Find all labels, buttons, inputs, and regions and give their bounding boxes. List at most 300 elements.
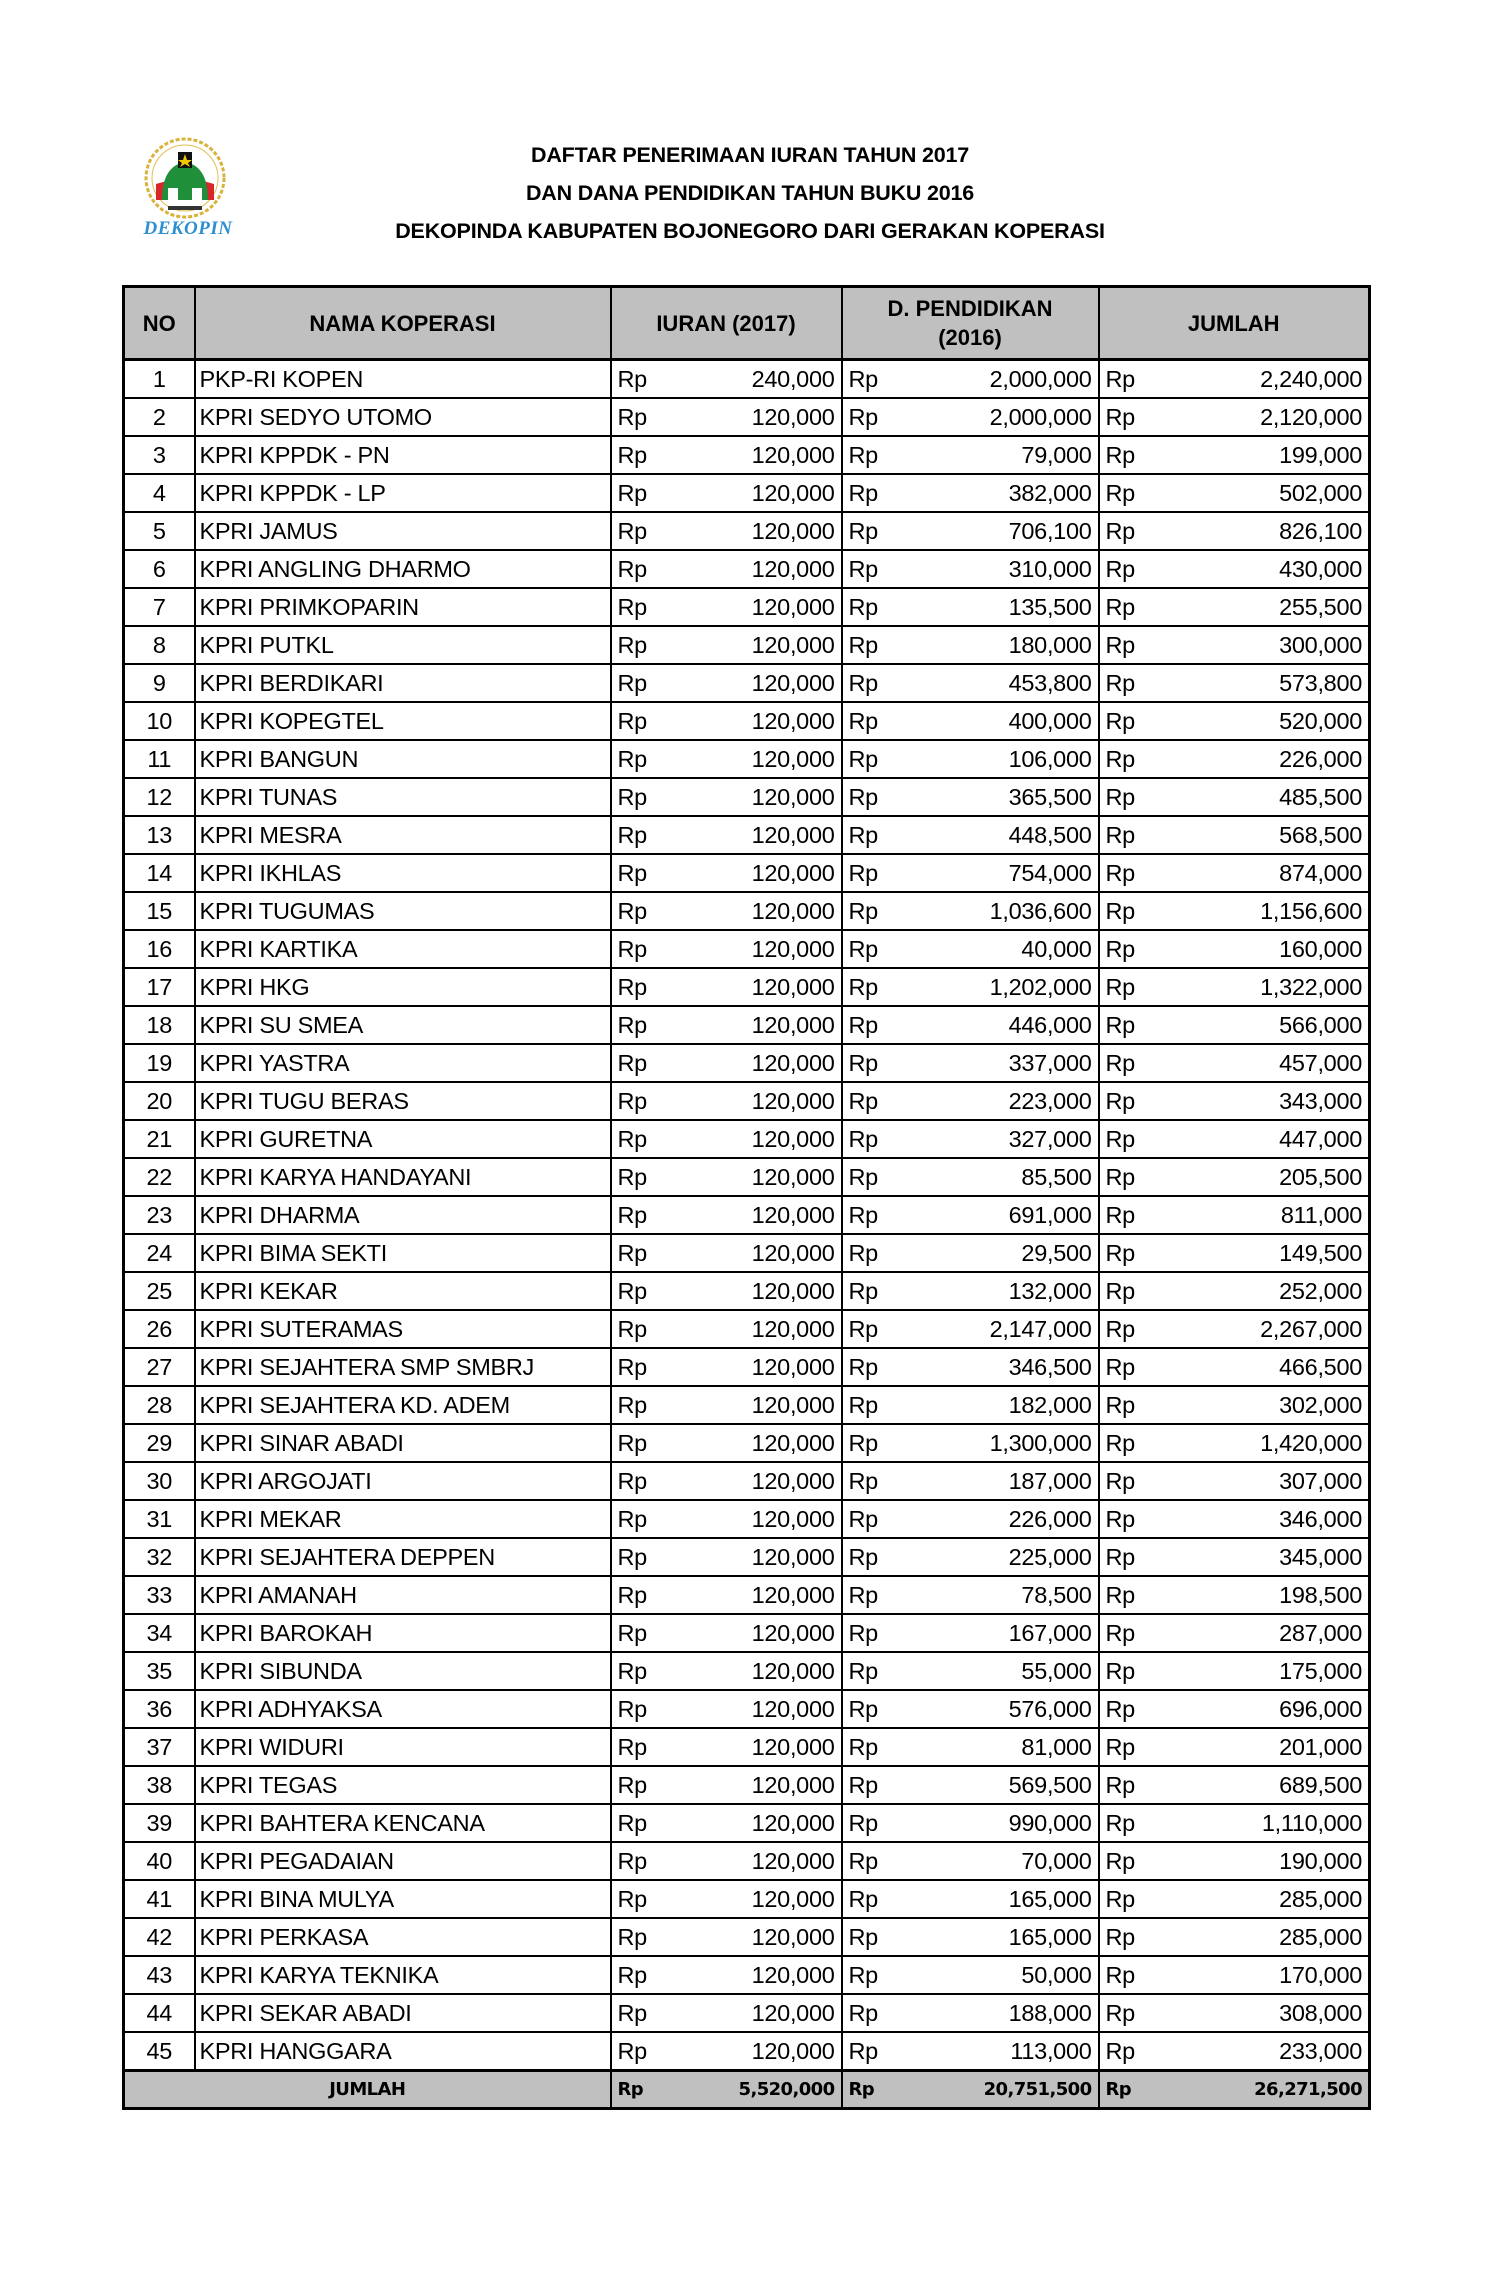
jumlah-value: 201,000 bbox=[1279, 1733, 1362, 1760]
jumlah-value: 502,000 bbox=[1279, 479, 1362, 506]
pendidikan-cell bbox=[842, 778, 1099, 816]
pendidikan-value: 990,000 bbox=[1008, 1809, 1092, 1836]
pendidikan-value: 569,500 bbox=[1008, 1771, 1092, 1798]
col-header-no: NO bbox=[124, 287, 195, 360]
currency-label: Rp bbox=[617, 479, 647, 506]
pendidikan-cell bbox=[842, 664, 1099, 702]
iuran-value: 120,000 bbox=[751, 479, 835, 506]
pendidikan-value: 55,000 bbox=[1021, 1657, 1092, 1684]
iuran-value: 120,000 bbox=[751, 1657, 835, 1684]
title-line-3: DEKOPINDA KABUPATEN BOJONEGORO DARI GERAKAN KOPERASI bbox=[395, 219, 1105, 243]
iuran-value: 120,000 bbox=[751, 1619, 835, 1646]
row-number: 2 bbox=[124, 398, 195, 436]
currency-label: Rp bbox=[848, 897, 878, 924]
pendidikan-cell bbox=[842, 398, 1099, 436]
table-row bbox=[124, 550, 1370, 588]
currency-label: Rp bbox=[1105, 441, 1135, 468]
pendidikan-cell bbox=[842, 1614, 1099, 1652]
jumlah-value: 1,322,000 bbox=[1260, 973, 1362, 1000]
currency-label: Rp bbox=[617, 1277, 647, 1304]
currency-label: Rp bbox=[848, 1011, 878, 1038]
jumlah-value: 566,000 bbox=[1279, 1011, 1362, 1038]
currency-label: Rp bbox=[848, 1771, 878, 1798]
jumlah-value: 466,500 bbox=[1279, 1353, 1362, 1380]
currency-label: Rp bbox=[1105, 935, 1135, 962]
total-pendidikan bbox=[842, 2071, 1099, 2109]
table-row bbox=[124, 854, 1370, 892]
cooperative-name: KPRI BANGUN bbox=[195, 740, 611, 778]
jumlah-value: 190,000 bbox=[1279, 1847, 1362, 1874]
iuran-value: 120,000 bbox=[751, 1087, 835, 1114]
iuran-cell bbox=[611, 1424, 842, 1462]
jumlah-cell bbox=[1099, 778, 1370, 816]
table-row bbox=[124, 436, 1370, 474]
currency-label: Rp bbox=[1105, 1391, 1135, 1418]
currency-label: Rp bbox=[1105, 1049, 1135, 1076]
iuran-value: 120,000 bbox=[751, 2037, 835, 2064]
currency-label: Rp bbox=[617, 1391, 647, 1418]
jumlah-cell bbox=[1099, 550, 1370, 588]
cooperative-name: KPRI SINAR ABADI bbox=[195, 1424, 611, 1462]
jumlah-value: 430,000 bbox=[1279, 555, 1362, 582]
iuran-value: 120,000 bbox=[751, 1543, 835, 1570]
jumlah-cell bbox=[1099, 1652, 1370, 1690]
jumlah-value: 1,156,600 bbox=[1260, 897, 1362, 924]
pendidikan-value: 167,000 bbox=[1008, 1619, 1092, 1646]
pendidikan-cell bbox=[842, 968, 1099, 1006]
cooperative-name: KPRI MESRA bbox=[195, 816, 611, 854]
iuran-cell bbox=[611, 1614, 842, 1652]
pendidikan-value: 1,036,600 bbox=[989, 897, 1092, 924]
table-row bbox=[124, 2032, 1370, 2071]
pendidikan-value: 225,000 bbox=[1008, 1543, 1092, 1570]
jumlah-cell bbox=[1099, 1804, 1370, 1842]
iuran-value: 120,000 bbox=[751, 1391, 835, 1418]
pendidikan-cell bbox=[842, 1158, 1099, 1196]
jumlah-value: 149,500 bbox=[1279, 1239, 1362, 1266]
iuran-value: 120,000 bbox=[751, 555, 835, 582]
jumlah-cell bbox=[1099, 816, 1370, 854]
iuran-cell bbox=[611, 1766, 842, 1804]
row-number: 1 bbox=[124, 360, 195, 399]
currency-label: Rp bbox=[848, 1809, 878, 1836]
pendidikan-cell bbox=[842, 1766, 1099, 1804]
currency-label: Rp bbox=[1105, 1163, 1135, 1190]
currency-label: Rp bbox=[848, 555, 878, 582]
table-row bbox=[124, 1044, 1370, 1082]
currency-label: Rp bbox=[1105, 1353, 1135, 1380]
jumlah-cell bbox=[1099, 854, 1370, 892]
col-header-iuran: IURAN (2017) bbox=[611, 287, 842, 360]
cooperative-name: KPRI ARGOJATI bbox=[195, 1462, 611, 1500]
cooperative-name: KPRI HKG bbox=[195, 968, 611, 1006]
jumlah-value: 447,000 bbox=[1279, 1125, 1362, 1152]
currency-label: Rp bbox=[848, 935, 878, 962]
cooperative-name: KPRI ANGLING DHARMO bbox=[195, 550, 611, 588]
jumlah-cell bbox=[1099, 664, 1370, 702]
jumlah-cell bbox=[1099, 1956, 1370, 1994]
row-number: 32 bbox=[124, 1538, 195, 1576]
iuran-cell bbox=[611, 588, 842, 626]
pendidikan-value: 81,000 bbox=[1021, 1733, 1092, 1760]
currency-label: Rp bbox=[848, 2037, 878, 2064]
cooperative-name: KPRI SEJAHTERA KD. ADEM bbox=[195, 1386, 611, 1424]
table-row bbox=[124, 1500, 1370, 1538]
pendidikan-cell bbox=[842, 816, 1099, 854]
currency-label: Rp bbox=[1105, 403, 1135, 430]
jumlah-cell bbox=[1099, 1918, 1370, 1956]
cooperative-name: KPRI ADHYAKSA bbox=[195, 1690, 611, 1728]
currency-label: Rp bbox=[1105, 1771, 1135, 1798]
currency-label: Rp bbox=[1105, 1011, 1135, 1038]
pendidikan-cell bbox=[842, 1804, 1099, 1842]
table-row bbox=[124, 626, 1370, 664]
currency-label: Rp bbox=[1105, 1923, 1135, 1950]
row-number: 14 bbox=[124, 854, 195, 892]
iuran-cell bbox=[611, 1272, 842, 1310]
row-number: 31 bbox=[124, 1500, 195, 1538]
iuran-cell bbox=[611, 1044, 842, 1082]
pendidikan-value: 70,000 bbox=[1021, 1847, 1092, 1874]
jumlah-value: 1,420,000 bbox=[1260, 1429, 1362, 1456]
currency-label: Rp bbox=[848, 1391, 878, 1418]
currency-label: Rp bbox=[848, 1125, 878, 1152]
cooperative-name: KPRI PUTKL bbox=[195, 626, 611, 664]
currency-label: Rp bbox=[1105, 1809, 1135, 1836]
iuran-cell bbox=[611, 1538, 842, 1576]
jumlah-cell bbox=[1099, 1310, 1370, 1348]
row-number: 3 bbox=[124, 436, 195, 474]
currency-label: Rp bbox=[1105, 593, 1135, 620]
iuran-value: 240,000 bbox=[751, 365, 835, 392]
pendidikan-value: 40,000 bbox=[1021, 935, 1092, 962]
table-row bbox=[124, 588, 1370, 626]
iuran-value: 120,000 bbox=[751, 1733, 835, 1760]
pendidikan-value: 132,000 bbox=[1008, 1277, 1092, 1304]
row-number: 29 bbox=[124, 1424, 195, 1462]
row-number: 18 bbox=[124, 1006, 195, 1044]
currency-label: Rp bbox=[1105, 365, 1135, 392]
total-iuran-value: 5,520,000 bbox=[738, 2079, 835, 2100]
row-number: 12 bbox=[124, 778, 195, 816]
currency-label: Rp bbox=[617, 859, 647, 886]
currency-label: Rp bbox=[617, 1353, 647, 1380]
iuran-value: 120,000 bbox=[751, 1581, 835, 1608]
currency-label: Rp bbox=[1105, 1847, 1135, 1874]
currency-label: Rp bbox=[848, 1999, 878, 2026]
cooperative-name: KPRI KARTIKA bbox=[195, 930, 611, 968]
iuran-cell bbox=[611, 1804, 842, 1842]
row-number: 27 bbox=[124, 1348, 195, 1386]
jumlah-value: 568,500 bbox=[1279, 821, 1362, 848]
cooperative-name: KPRI SUTERAMAS bbox=[195, 1310, 611, 1348]
jumlah-cell bbox=[1099, 1044, 1370, 1082]
cooperative-name: KPRI BINA MULYA bbox=[195, 1880, 611, 1918]
jumlah-value: 252,000 bbox=[1279, 1277, 1362, 1304]
currency-label: Rp bbox=[617, 1315, 647, 1342]
jumlah-value: 811,000 bbox=[1280, 1201, 1362, 1228]
iuran-cell bbox=[611, 1690, 842, 1728]
currency-label: Rp bbox=[1105, 2037, 1135, 2064]
currency-label: Rp bbox=[617, 707, 647, 734]
iuran-cell bbox=[611, 1842, 842, 1880]
currency-label: Rp bbox=[848, 1543, 878, 1570]
row-number: 39 bbox=[124, 1804, 195, 1842]
cooperative-name: KPRI KPPDK - LP bbox=[195, 474, 611, 512]
pendidikan-value: 400,000 bbox=[1008, 707, 1092, 734]
iuran-value: 120,000 bbox=[751, 897, 835, 924]
jumlah-cell bbox=[1099, 702, 1370, 740]
row-number: 33 bbox=[124, 1576, 195, 1614]
iuran-cell bbox=[611, 816, 842, 854]
currency-label: Rp bbox=[848, 593, 878, 620]
pendidikan-cell bbox=[842, 1880, 1099, 1918]
row-number: 6 bbox=[124, 550, 195, 588]
row-number: 22 bbox=[124, 1158, 195, 1196]
cooperative-name: KPRI SEKAR ABADI bbox=[195, 1994, 611, 2032]
iuran-value: 120,000 bbox=[751, 973, 835, 1000]
currency-label: Rp bbox=[617, 631, 647, 658]
currency-label: Rp bbox=[848, 1163, 878, 1190]
currency-label: Rp bbox=[848, 2079, 875, 2100]
pendidikan-cell bbox=[842, 1044, 1099, 1082]
pendidikan-cell bbox=[842, 892, 1099, 930]
col-header-pendidikan-line2: (2016) bbox=[938, 325, 1002, 350]
row-number: 43 bbox=[124, 1956, 195, 1994]
row-number: 11 bbox=[124, 740, 195, 778]
iuran-cell bbox=[611, 1196, 842, 1234]
row-number: 42 bbox=[124, 1918, 195, 1956]
table-body bbox=[124, 360, 1370, 2071]
total-jumlah bbox=[1099, 2071, 1370, 2109]
row-number: 9 bbox=[124, 664, 195, 702]
iuran-value: 120,000 bbox=[751, 1505, 835, 1532]
table-row bbox=[124, 702, 1370, 740]
jumlah-cell bbox=[1099, 892, 1370, 930]
currency-label: Rp bbox=[1105, 1695, 1135, 1722]
table-row bbox=[124, 1386, 1370, 1424]
currency-label: Rp bbox=[1105, 1999, 1135, 2026]
jumlah-cell bbox=[1099, 1728, 1370, 1766]
jumlah-value: 2,240,000 bbox=[1260, 365, 1362, 392]
currency-label: Rp bbox=[848, 669, 878, 696]
pendidikan-value: 29,500 bbox=[1021, 1239, 1092, 1266]
iuran-value: 120,000 bbox=[751, 1163, 835, 1190]
cooperative-name: KPRI BAHTERA KENCANA bbox=[195, 1804, 611, 1842]
currency-label: Rp bbox=[1105, 1505, 1135, 1532]
pendidikan-cell bbox=[842, 1994, 1099, 2032]
table-row bbox=[124, 1994, 1370, 2032]
jumlah-cell bbox=[1099, 1576, 1370, 1614]
pendidikan-value: 310,000 bbox=[1008, 555, 1092, 582]
cooperative-name: KPRI KOPEGTEL bbox=[195, 702, 611, 740]
pendidikan-cell bbox=[842, 1842, 1099, 1880]
pendidikan-value: 180,000 bbox=[1008, 631, 1092, 658]
jumlah-cell bbox=[1099, 1120, 1370, 1158]
currency-label: Rp bbox=[617, 1201, 647, 1228]
pendidikan-cell bbox=[842, 1120, 1099, 1158]
currency-label: Rp bbox=[1105, 859, 1135, 886]
table-row bbox=[124, 1196, 1370, 1234]
currency-label: Rp bbox=[617, 1999, 647, 2026]
pendidikan-cell bbox=[842, 1728, 1099, 1766]
iuran-cell bbox=[611, 968, 842, 1006]
currency-label: Rp bbox=[617, 1809, 647, 1836]
currency-label: Rp bbox=[617, 1771, 647, 1798]
currency-label: Rp bbox=[848, 859, 878, 886]
jumlah-value: 2,120,000 bbox=[1260, 403, 1362, 430]
cooperative-name: KPRI SEJAHTERA SMP SMBRJ bbox=[195, 1348, 611, 1386]
cooperative-name: PKP-RI KOPEN bbox=[195, 360, 611, 399]
iuran-value: 120,000 bbox=[751, 1011, 835, 1038]
jumlah-cell bbox=[1099, 1082, 1370, 1120]
row-number: 34 bbox=[124, 1614, 195, 1652]
jumlah-value: 826,100 bbox=[1279, 517, 1362, 544]
row-number: 37 bbox=[124, 1728, 195, 1766]
currency-label: Rp bbox=[617, 1885, 647, 1912]
cooperative-name: KPRI TUNAS bbox=[195, 778, 611, 816]
row-number: 26 bbox=[124, 1310, 195, 1348]
pendidikan-cell bbox=[842, 1234, 1099, 1272]
pendidikan-value: 1,202,000 bbox=[989, 973, 1092, 1000]
currency-label: Rp bbox=[617, 1049, 647, 1076]
table-row bbox=[124, 1006, 1370, 1044]
iuran-cell bbox=[611, 1158, 842, 1196]
iuran-value: 120,000 bbox=[751, 935, 835, 962]
iuran-cell bbox=[611, 892, 842, 930]
row-number: 24 bbox=[124, 1234, 195, 1272]
currency-label: Rp bbox=[617, 555, 647, 582]
currency-label: Rp bbox=[848, 403, 878, 430]
jumlah-cell bbox=[1099, 1614, 1370, 1652]
table-row bbox=[124, 1918, 1370, 1956]
cooperative-name: KPRI YASTRA bbox=[195, 1044, 611, 1082]
currency-label: Rp bbox=[617, 935, 647, 962]
iuran-value: 120,000 bbox=[751, 1429, 835, 1456]
jumlah-cell bbox=[1099, 1880, 1370, 1918]
currency-label: Rp bbox=[848, 1277, 878, 1304]
currency-label: Rp bbox=[617, 1581, 647, 1608]
table-row bbox=[124, 1804, 1370, 1842]
currency-label: Rp bbox=[617, 365, 647, 392]
jumlah-cell bbox=[1099, 1386, 1370, 1424]
currency-label: Rp bbox=[617, 2037, 647, 2064]
row-number: 17 bbox=[124, 968, 195, 1006]
currency-label: Rp bbox=[848, 1923, 878, 1950]
currency-label: Rp bbox=[1105, 1315, 1135, 1342]
iuran-cell bbox=[611, 550, 842, 588]
cooperative-name: KPRI MEKAR bbox=[195, 1500, 611, 1538]
iuran-cell bbox=[611, 474, 842, 512]
pendidikan-cell bbox=[842, 436, 1099, 474]
currency-label: Rp bbox=[848, 973, 878, 1000]
pendidikan-value: 165,000 bbox=[1008, 1885, 1092, 1912]
currency-label: Rp bbox=[1105, 1125, 1135, 1152]
table-row bbox=[124, 360, 1370, 399]
currency-label: Rp bbox=[848, 1961, 878, 1988]
iuran-value: 120,000 bbox=[751, 1961, 835, 1988]
iuran-cell bbox=[611, 1348, 842, 1386]
col-header-jumlah: JUMLAH bbox=[1099, 287, 1370, 360]
table-row bbox=[124, 1690, 1370, 1728]
table-row bbox=[124, 1082, 1370, 1120]
iuran-cell bbox=[611, 1728, 842, 1766]
currency-label: Rp bbox=[1105, 1961, 1135, 1988]
currency-label: Rp bbox=[848, 1885, 878, 1912]
currency-label: Rp bbox=[617, 1923, 647, 1950]
cooperative-name: KPRI BAROKAH bbox=[195, 1614, 611, 1652]
jumlah-value: 233,000 bbox=[1279, 2037, 1362, 2064]
table-row bbox=[124, 398, 1370, 436]
pendidikan-cell bbox=[842, 1348, 1099, 1386]
jumlah-value: 205,500 bbox=[1279, 1163, 1362, 1190]
row-number: 25 bbox=[124, 1272, 195, 1310]
cooperative-name: KPRI KEKAR bbox=[195, 1272, 611, 1310]
iuran-value: 120,000 bbox=[751, 1201, 835, 1228]
pendidikan-value: 2,147,000 bbox=[989, 1315, 1092, 1342]
jumlah-cell bbox=[1099, 474, 1370, 512]
pendidikan-value: 187,000 bbox=[1008, 1467, 1092, 1494]
pendidikan-cell bbox=[842, 626, 1099, 664]
cooperative-name: KPRI GURETNA bbox=[195, 1120, 611, 1158]
jumlah-value: 1,110,000 bbox=[1261, 1809, 1362, 1836]
currency-label: Rp bbox=[848, 365, 878, 392]
iuran-cell bbox=[611, 1006, 842, 1044]
iuran-cell bbox=[611, 740, 842, 778]
table-row bbox=[124, 892, 1370, 930]
jumlah-value: 175,000 bbox=[1279, 1657, 1362, 1684]
pendidikan-value: 754,000 bbox=[1008, 859, 1092, 886]
currency-label: Rp bbox=[617, 403, 647, 430]
iuran-cell bbox=[611, 778, 842, 816]
iuran-value: 120,000 bbox=[751, 745, 835, 772]
jumlah-value: 457,000 bbox=[1279, 1049, 1362, 1076]
iuran-cell bbox=[611, 1956, 842, 1994]
currency-label: Rp bbox=[1105, 555, 1135, 582]
pendidikan-cell bbox=[842, 1956, 1099, 1994]
currency-label: Rp bbox=[848, 1695, 878, 1722]
iuran-cell bbox=[611, 512, 842, 550]
currency-label: Rp bbox=[1105, 1429, 1135, 1456]
iuran-cell bbox=[611, 1994, 842, 2032]
pendidikan-value: 182,000 bbox=[1008, 1391, 1092, 1418]
currency-label: Rp bbox=[617, 1087, 647, 1114]
cooperative-name: KPRI PRIMKOPARIN bbox=[195, 588, 611, 626]
table-row bbox=[124, 1310, 1370, 1348]
iuran-value: 120,000 bbox=[751, 1885, 835, 1912]
pendidikan-cell bbox=[842, 1462, 1099, 1500]
pendidikan-value: 135,500 bbox=[1008, 593, 1092, 620]
dekopin-emblem-icon bbox=[142, 136, 228, 220]
jumlah-value: 696,000 bbox=[1279, 1695, 1362, 1722]
iuran-value: 120,000 bbox=[751, 1923, 835, 1950]
row-number: 15 bbox=[124, 892, 195, 930]
pendidikan-value: 106,000 bbox=[1008, 745, 1092, 772]
iuran-cell bbox=[611, 664, 842, 702]
currency-label: Rp bbox=[1105, 745, 1135, 772]
pendidikan-cell bbox=[842, 1082, 1099, 1120]
pendidikan-cell bbox=[842, 512, 1099, 550]
cooperative-name: KPRI SEJAHTERA DEPPEN bbox=[195, 1538, 611, 1576]
currency-label: Rp bbox=[1105, 821, 1135, 848]
currency-label: Rp bbox=[617, 441, 647, 468]
pendidikan-cell bbox=[842, 588, 1099, 626]
currency-label: Rp bbox=[617, 1125, 647, 1152]
currency-label: Rp bbox=[617, 1429, 647, 1456]
currency-label: Rp bbox=[1105, 973, 1135, 1000]
pendidikan-value: 382,000 bbox=[1008, 479, 1092, 506]
pendidikan-value: 78,500 bbox=[1021, 1581, 1092, 1608]
